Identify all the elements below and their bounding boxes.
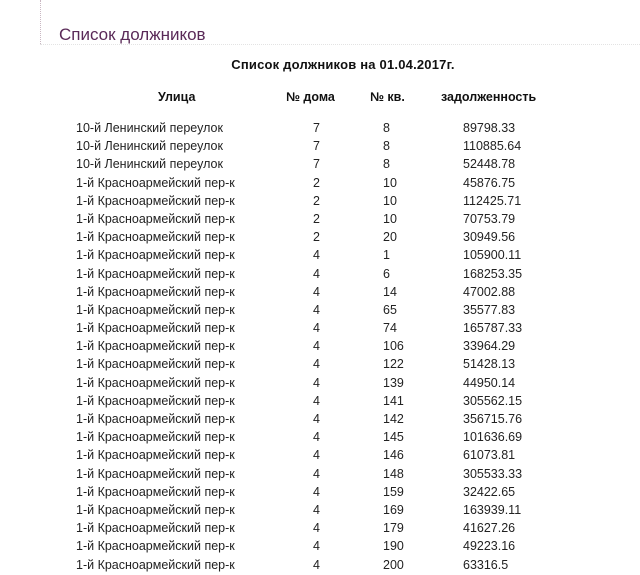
cell-debt: 70753.79 — [463, 211, 516, 226]
cell-flat: 179 — [383, 521, 404, 536]
table-row — [0, 412, 640, 430]
cell-street: 1-й Красноармейский пер-к — [76, 266, 235, 281]
cell-flat: 8 — [383, 121, 390, 135]
cell-street: 1-й Красноармейский пер-к — [76, 484, 235, 499]
cell-house: 4 — [313, 448, 320, 463]
cell-house: 4 — [313, 321, 320, 336]
cell-street: 1-й Красноармейский пер-к — [76, 393, 235, 408]
cell-house: 2 — [313, 230, 320, 245]
cell-debt: 112425.71 — [463, 193, 522, 208]
cell-street: 10-й Ленинский переулок — [76, 121, 223, 135]
cell-debt: 52448.78 — [463, 157, 516, 172]
cell-house: 4 — [313, 539, 320, 554]
cell-street: 1-й Красноармейский пер-к — [76, 230, 235, 245]
table-row — [0, 485, 640, 503]
cell-street: 1-й Красноармейский пер-к — [76, 539, 235, 554]
table-row — [0, 321, 640, 339]
table-row — [0, 521, 640, 539]
cell-house: 4 — [313, 357, 320, 372]
cell-flat: 159 — [383, 484, 404, 499]
cell-debt: 33964.29 — [463, 339, 516, 354]
cell-street: 1-й Красноармейский пер-к — [76, 502, 235, 517]
table-row — [0, 539, 640, 557]
cell-flat: 74 — [383, 321, 397, 336]
cell-flat: 10 — [383, 193, 397, 208]
cell-street: 1-й Красноармейский пер-к — [76, 521, 235, 536]
column-header-debt: задолженность — [441, 90, 537, 104]
cell-debt: 101636.69 — [463, 430, 523, 445]
cell-debt: 89798.33 — [463, 121, 516, 135]
table-row — [0, 394, 640, 412]
cell-flat: 122 — [383, 357, 404, 372]
cell-house: 4 — [313, 248, 320, 263]
cell-street: 1-й Красноармейский пер-к — [76, 375, 235, 390]
table-body — [0, 121, 640, 575]
column-header-flat: № кв. — [370, 90, 405, 104]
table-row — [0, 176, 640, 194]
cell-debt: 168253.35 — [463, 266, 523, 281]
cell-debt: 110885.64 — [463, 139, 522, 154]
cell-flat: 6 — [383, 266, 390, 281]
cell-house: 4 — [313, 302, 320, 317]
cell-street: 1-й Красноармейский пер-к — [76, 448, 235, 463]
cell-house: 4 — [313, 502, 320, 517]
cell-debt: 305562.15 — [463, 393, 523, 408]
table-row — [0, 285, 640, 303]
table-row — [0, 194, 640, 212]
table-row — [0, 157, 640, 175]
cell-house: 4 — [313, 284, 320, 299]
cell-house: 4 — [313, 466, 320, 481]
cell-debt: 49223.16 — [463, 539, 516, 554]
cell-flat: 10 — [383, 211, 397, 226]
cell-flat: 146 — [383, 448, 404, 463]
cell-street: 1-й Красноармейский пер-к — [76, 248, 235, 263]
decorative-border — [40, 0, 41, 44]
cell-debt: 47002.88 — [463, 284, 516, 299]
cell-flat: 139 — [383, 375, 404, 390]
cell-street: 1-й Красноармейский пер-к — [76, 193, 235, 208]
table-row — [0, 303, 640, 321]
cell-flat: 142 — [383, 412, 404, 426]
table-row — [0, 357, 640, 375]
table-row — [0, 558, 640, 575]
document-title: Список должников на 01.04.2017г. — [231, 57, 455, 72]
table-row — [0, 248, 640, 266]
cell-street: 1-й Красноармейский пер-к — [76, 211, 235, 226]
cell-flat: 14 — [383, 284, 397, 299]
cell-flat: 1 — [383, 248, 390, 263]
cell-house: 7 — [313, 157, 320, 172]
table-row — [0, 121, 640, 139]
table-row — [0, 448, 640, 466]
column-header-house: № дома — [286, 90, 335, 104]
table-row — [0, 339, 640, 357]
table-row — [0, 376, 640, 394]
cell-house: 4 — [313, 375, 320, 390]
cell-house: 7 — [313, 121, 320, 135]
cell-debt: 51428.13 — [463, 357, 516, 372]
cell-house: 7 — [313, 139, 320, 154]
cell-house: 4 — [313, 557, 320, 572]
table-header — [0, 90, 640, 106]
cell-flat: 10 — [383, 175, 397, 190]
cell-debt: 105900.11 — [463, 248, 522, 263]
cell-flat: 145 — [383, 430, 404, 445]
table-row — [0, 230, 640, 248]
column-header-street: Улица — [158, 90, 196, 104]
cell-street: 1-й Красноармейский пер-к — [76, 357, 235, 372]
cell-debt: 44950.14 — [463, 375, 516, 390]
table-row — [0, 430, 640, 448]
cell-street: 1-й Красноармейский пер-к — [76, 466, 235, 481]
cell-street: 1-й Красноармейский пер-к — [76, 430, 235, 445]
table-row — [0, 467, 640, 485]
cell-flat: 8 — [383, 139, 390, 154]
cell-street: 1-й Красноармейский пер-к — [76, 412, 235, 426]
cell-debt: 61073.81 — [463, 448, 516, 463]
cell-debt: 30949.56 — [463, 230, 516, 245]
cell-house: 2 — [313, 175, 320, 190]
cell-house: 4 — [313, 412, 320, 426]
cell-street: 1-й Красноармейский пер-к — [76, 339, 235, 354]
cell-debt: 305533.33 — [463, 466, 523, 481]
cell-flat: 20 — [383, 230, 397, 245]
cell-debt: 45876.75 — [463, 175, 516, 190]
cell-flat: 190 — [383, 539, 404, 554]
cell-house: 4 — [313, 430, 320, 445]
cell-debt: 35577.83 — [463, 302, 516, 317]
cell-debt: 32422.65 — [463, 484, 516, 499]
cell-flat: 8 — [383, 157, 390, 172]
table-row — [0, 267, 640, 285]
cell-debt: 41627.26 — [463, 521, 516, 536]
cell-street: 1-й Красноармейский пер-к — [76, 302, 235, 317]
cell-house: 4 — [313, 484, 320, 499]
cell-street: 10-й Ленинский переулок — [76, 139, 223, 154]
cell-debt: 356715.76 — [463, 412, 523, 426]
cell-flat: 200 — [383, 557, 404, 572]
cell-street: 1-й Красноармейский пер-к — [76, 321, 235, 336]
cell-flat: 141 — [383, 393, 404, 408]
cell-flat: 169 — [383, 502, 404, 517]
cell-street: 1-й Красноармейский пер-к — [76, 175, 235, 190]
cell-debt: 165787.33 — [463, 321, 523, 336]
cell-street: 1-й Красноармейский пер-к — [76, 284, 235, 299]
table-row — [0, 503, 640, 521]
cell-flat: 106 — [383, 339, 404, 354]
cell-flat: 148 — [383, 466, 404, 481]
cell-house: 4 — [313, 521, 320, 536]
cell-house: 4 — [313, 339, 320, 354]
cell-house: 2 — [313, 211, 320, 226]
table-row — [0, 139, 640, 157]
table-row — [0, 212, 640, 230]
cell-house: 4 — [313, 393, 320, 408]
cell-house: 4 — [313, 266, 320, 281]
cell-debt: 63316.5 — [463, 557, 509, 572]
cell-house: 2 — [313, 193, 320, 208]
cell-street: 10-й Ленинский переулок — [76, 157, 223, 172]
page-title: Список должников — [59, 25, 206, 44]
cell-debt: 163939.11 — [463, 502, 522, 517]
cell-street: 1-й Красноармейский пер-к — [76, 557, 235, 572]
cell-flat: 65 — [383, 302, 397, 317]
